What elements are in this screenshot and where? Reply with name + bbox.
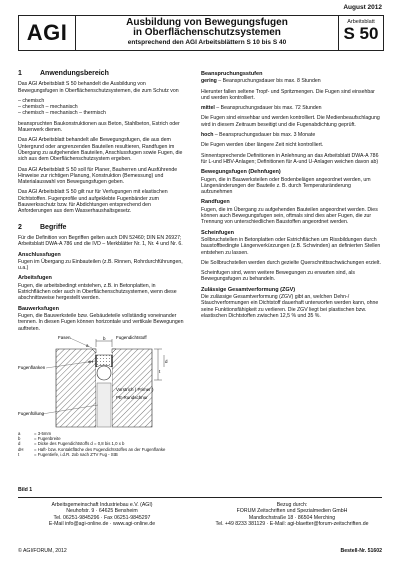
scope-list [18, 98, 186, 117]
left-column [18, 71, 186, 336]
paragraph: Fugen im Übergang zu Einbauteilen (z.B. Rinnen, Rohrdurchführungen, u.a.) [18, 258, 183, 272]
copyright: © AGI/FORUM, 2012 [18, 548, 67, 554]
paragraph: mittel – Beanspruchungsdauer bis max. 72 Stunden [201, 105, 322, 112]
footer-line: FORUM Zeitschriften und Spezialmedien GmbH [236, 508, 348, 515]
paragraph: Hierunter fallen seltene Tropf- und Spritzmengen. Die Fugen sind einsehbar und werden kontrolliert. [201, 88, 375, 101]
term-heading-zgv: Zulässige Gesamtverformung (ZGV) [201, 286, 296, 293]
paragraph: Sinnentsprechende Definitionen in Anlehnung an das Arbeitsblatt DWA-A 786 für L-und HBV-Anlagen; Definitionen für A-und U-Anlagen weichen davon ab) [201, 152, 379, 165]
paragraph: Scheinfugen sind, wenn weitere Bewegungen zu erwarten sind, als Bewegungsfugen zu behandeln. [201, 270, 355, 283]
label-fugenfuellung: Fugenfüllung [18, 411, 45, 416]
paragraph: Das AGI Arbeitsblatt S 50 soll für Planer, Bauherren und Ausführende Hinweise zur richtigen Planung, Konstruktion (Bemessung) und Materialauswahl von Bewegungsfugen geben. [18, 166, 178, 186]
document-title-line1: Ausbildung von Bewegungsfugen [126, 17, 288, 28]
paragraph: Das AGI Arbeitsblatt S 50 behandelt die Ausbildung von Bewegungsfugen in Oberflächenschutzsystemen, die zum Schutz von [18, 81, 179, 94]
footer-line[interactable]: E-Mail info@agi-online.de · www.agi-online.de [48, 520, 156, 527]
paragraph: Die Fugen sind einsehbar und werden kontrolliert. Die Medienbeaufschlagung wird in diesem Zeitraum beseitigt und die Fugenabdichtung geprüft. [201, 115, 380, 128]
order-number: Bestell-Nr. 51602 [340, 548, 382, 554]
label-pe-rundschnur: PE-Rundschnur [116, 395, 148, 400]
term-heading-bauwerksfugen: Bauwerksfugen [18, 305, 59, 312]
section-2-heading: 2 Begriffe [18, 223, 67, 231]
figure-caption: Bild 1 [18, 487, 33, 493]
paragraph: Die zulässige Gesamtverformung (ZGV) gibt an, welchen Dehn-/ Stauchverformungen ein Dichtstoff dauerhaft unterworfen werden kann, ohne seine Funktionsfähigkeit zu verlieren. Die ZGV liegt bei plastischen bzw. elastischen Dichtstoffen zwischen 12,5 % und 35 %. [201, 294, 379, 319]
dim-label-d: d [165, 359, 168, 364]
footer-line[interactable]: Tel. +49 8233 381129 · E-Mail: agi-blaetter@forum-zeitschriften.de [215, 520, 369, 527]
label-fugenflanken: Fugenflanken [18, 365, 46, 370]
paragraph: Fugen, die Bauwerksteile bzw. Gebäudeteile vollständig voneinander trennen. In diesen Fugen können horizontale und vertikale Bewegungen auftreten. [18, 312, 184, 332]
term-heading-arbeitsfugen: Arbeitsfugen [18, 275, 52, 282]
pe-round-cord [97, 366, 111, 380]
paragraph: hoch – Beanspruchungsdauer bis max. 3 Monate [201, 132, 316, 139]
agi-logo: AGI [19, 16, 76, 50]
sheet-number: S 50 [343, 24, 379, 43]
paragraph: gering – Beanspruchungsdauer bis max. 8 Stunden [201, 78, 321, 85]
footer-line: Mandlochstraße 18 · 86504 Merching [248, 514, 336, 521]
term-heading-anschlussfugen: Anschlussfugen [18, 251, 61, 258]
footer-publisher [18, 502, 186, 527]
label-fasen: Fasen [58, 335, 71, 340]
paragraph: Die Sollbruchstellen werden durch gezielte Querschnittsschwächungen erzielt. [201, 259, 381, 266]
list-item: – chemisch [18, 97, 45, 104]
legend-row: a = 3-5mm [18, 431, 52, 436]
right-column [201, 71, 383, 323]
footer-line: Tel. 06251-9845296 · Fax 06251-9845297 [53, 514, 151, 521]
joint-cross-section-diagram [18, 333, 186, 429]
dim-label-t: t [159, 369, 161, 374]
legend-row: b = Fugenbreite [18, 436, 61, 442]
paragraph: Fugen, die in Bauwerksteilen oder Bodenbelägen angeordnet werden, um Längenänderungen der Bauteile z. B. durch Temperaturänderung aufzunehmen [201, 176, 371, 196]
dim-label-dh: dH [88, 359, 94, 364]
label-vorstrich: Vorstrich ( Primer ) [116, 387, 154, 392]
footer-divider [18, 497, 382, 498]
footer-line: Neuhofstr. 9 · 64625 Bensheim [66, 508, 138, 515]
figure-legend [18, 431, 186, 457]
sheet-label: Arbeitsblatt [347, 19, 375, 25]
term-heading-beanspruchungsstufen: Beanspruchungsstufen [201, 71, 263, 77]
document-subtitle: entsprechend den AGI Arbeitsblättern S 10 bis S 40 [127, 39, 287, 46]
joint-filling [97, 383, 111, 427]
legend-row: d = Dicke des Fugendichtstoffs d = 0,8 bis 1,0 x b [18, 441, 125, 447]
list-item: – chemisch – mechanisch [18, 104, 78, 111]
list-item: – chemisch – mechanisch – thermisch [18, 110, 106, 117]
term-heading-randfugen: Randfugen [201, 199, 230, 206]
document-header [18, 15, 384, 51]
section-1-heading: 1 Anwendungsbereich [18, 70, 109, 77]
footer-line: Arbeitsgemeinschaft Industriebau e.V. (AGI) [51, 502, 153, 508]
dim-label-b: b [103, 336, 106, 341]
paragraph: Das AGI Arbeitsblatt behandelt alle Bewegungsfugen, die aus dem Untergrund oder angrenzenden Bauteilen resultieren, Randfugen im Übergang zu aufgehenden Bauteilen, Anschlussfugen sowie Fugen, die sich aus dem Oberflächenschutzsystem ergeben. [18, 137, 183, 163]
paragraph: Die Fugen werden über längere Zeit nicht kontrolliert. [201, 142, 324, 149]
sheet-box [338, 16, 383, 50]
sealant-body [96, 355, 112, 367]
paragraph: beanspruchten Baukonstruktionen aus Beton, Stahlbeton, Estrich oder Mauerwerk dienen. [18, 120, 180, 134]
paragraph: Das AGI Arbeitsblatt S 50 gilt nur für Verfugungen mit elastischen Dichtstoffen. Fugenprofile und aufgeklebte Fugenbänder zum Bauwerksschutz bzw. für Abdichtungen entsprechend den Anforderungen aus dem Wasserhaushaltsgesetz. [18, 189, 168, 215]
term-heading-bewegungsfugen: Bewegungsfugen (Dehnfugen) [201, 169, 281, 176]
paragraph: Sollbruchstellen in Betonplatten oder Estrichflächen um Rissbildungen durch baustoffbedingte Längenverkürzungen (z.B. Schwinden) an definierten Stellen entstehen zu lassen. [201, 236, 381, 256]
term-heading-scheinfugen: Scheinfugen [201, 229, 235, 236]
title-block [76, 16, 338, 50]
publication-date: August 2012 [343, 4, 382, 11]
paragraph: Für die Definition von Begriffen gelten auch DIN 52460; DIN EN 26927; Arbeitsblatt DWA-A 786 und die IVD – Merkblätter Nr. 1, Nr. 4 und Nr. 6. [18, 234, 183, 248]
paragraph: Fugen, die arbeitsbedingt entstehen, z.B. in Betonplatten, in Estrichflächen oder auch in Oberflächenschutzsystemen, wenn diese abschnittsweise hergestellt werden. [18, 282, 177, 302]
label-fugendichtstoff: Fugendichtstoff [116, 335, 147, 340]
footer-line: Bezug durch: [276, 502, 308, 508]
legend-row: t = Fugentiefe, i.d.R. 2xb nach ZTV Fug - StB [18, 451, 118, 457]
paragraph: Fugen, die im Übergang zu aufgehenden Bauteilen angeordnet werden. Dies können auch Bewegungsfugen sein, oftmals sind dies aber Fugen, die zur Trennung von unterschiedlichen Baustoffen angeordnet werden. [201, 206, 378, 226]
legend-row: dH = Haft- bzw. Kontaktfläche des Fugendichtstoffes an der Fugenflanke [18, 446, 166, 452]
document-title-line2: in Oberflächenschutzsystemen [133, 27, 281, 38]
footer-distributor [201, 502, 383, 527]
dim-label-a: a [86, 343, 89, 348]
